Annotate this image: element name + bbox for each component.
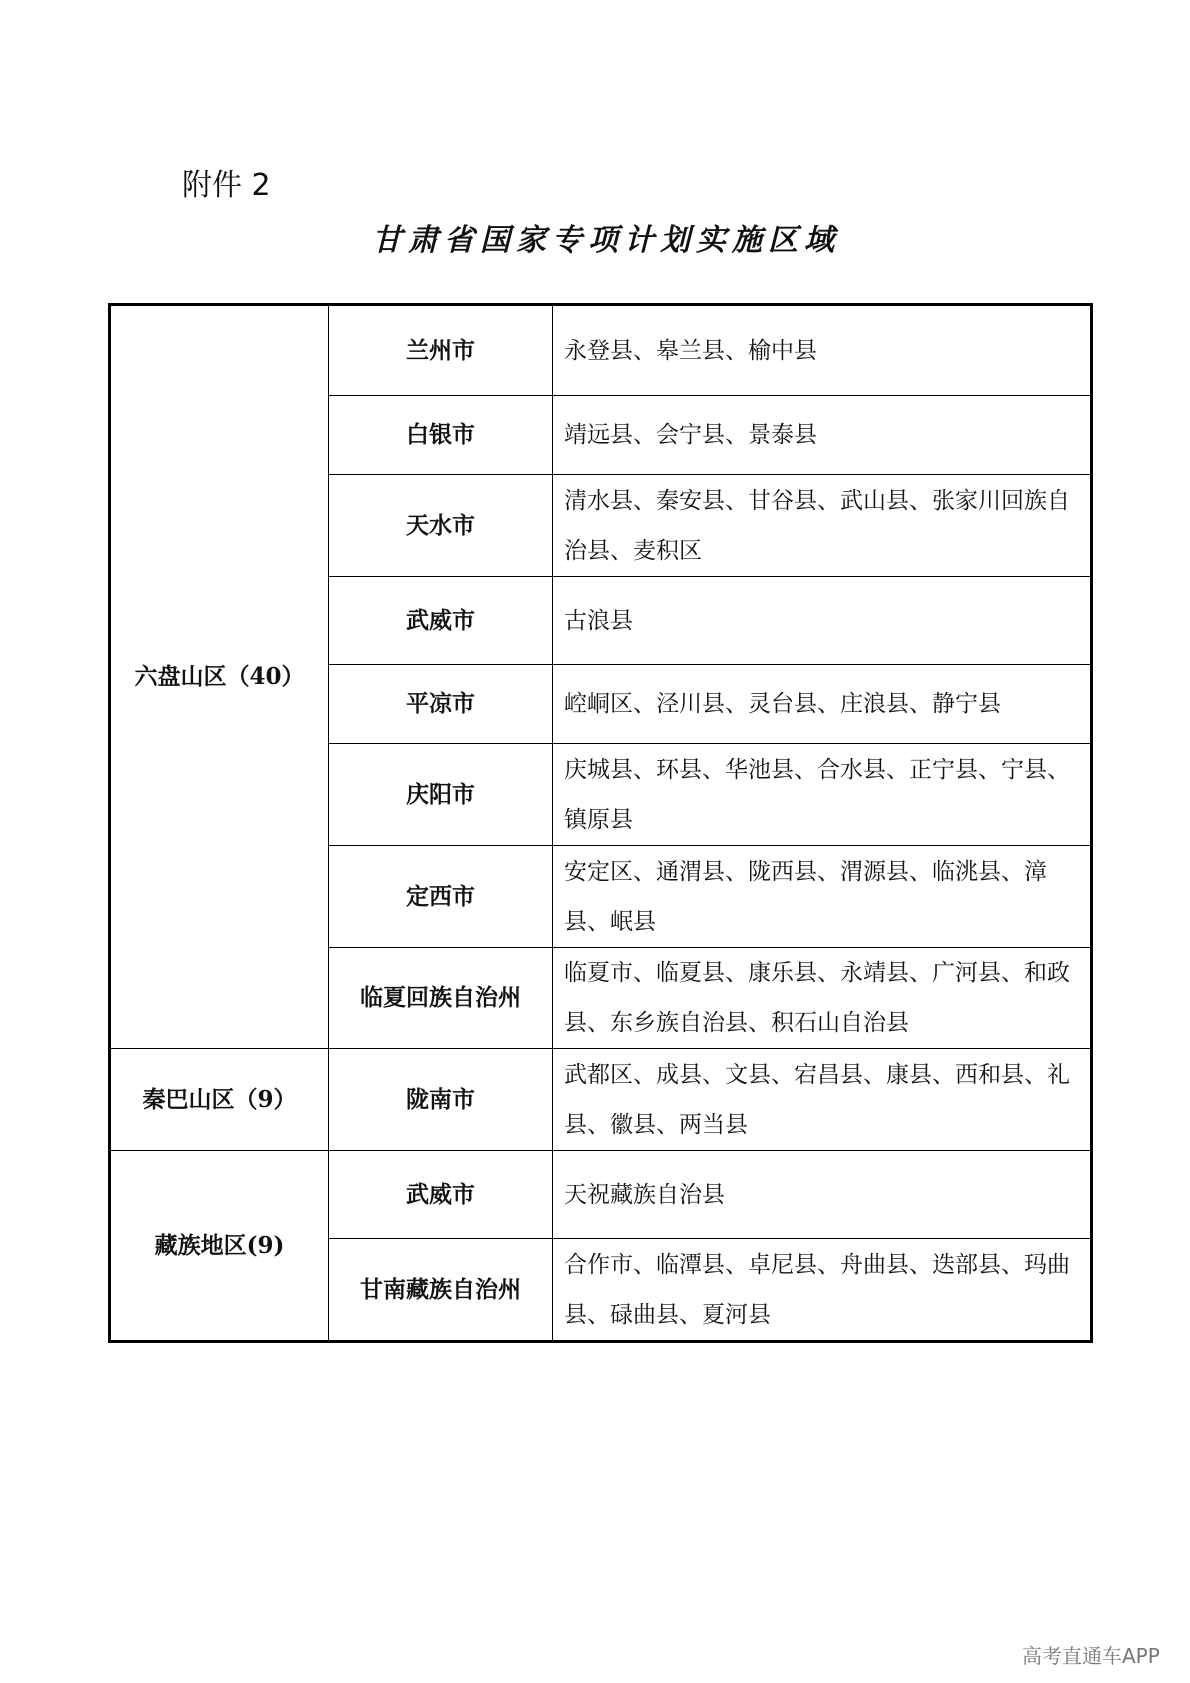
county-list: 临夏市、临夏县、康乐县、永靖县、广河县、和政县、东乡族自治县、积石山自治县 bbox=[553, 948, 1092, 1049]
attachment-label: 附件 2 bbox=[182, 168, 271, 203]
table-row bbox=[110, 1151, 1092, 1239]
city-name: 甘南藏族自治州 bbox=[329, 1239, 553, 1342]
region-table bbox=[108, 303, 1093, 1343]
city-name: 定西市 bbox=[329, 846, 553, 948]
city-name: 平凉市 bbox=[329, 665, 553, 744]
city-name: 兰州市 bbox=[329, 305, 553, 396]
region-name: 秦巴山区（9） bbox=[110, 1049, 329, 1151]
region-name: 六盘山区（40） bbox=[110, 305, 329, 1049]
city-name: 陇南市 bbox=[329, 1049, 553, 1151]
county-list: 合作市、临潭县、卓尼县、舟曲县、迭部县、玛曲县、碌曲县、夏河县 bbox=[553, 1239, 1092, 1342]
county-list: 安定区、通渭县、陇西县、渭源县、临洮县、漳县、岷县 bbox=[553, 846, 1092, 948]
county-list: 靖远县、会宁县、景泰县 bbox=[553, 396, 1092, 475]
city-name: 庆阳市 bbox=[329, 744, 553, 846]
county-list: 古浪县 bbox=[553, 577, 1092, 665]
city-name: 武威市 bbox=[329, 577, 553, 665]
county-list: 天祝藏族自治县 bbox=[553, 1151, 1092, 1239]
city-name: 白银市 bbox=[329, 396, 553, 475]
city-name: 临夏回族自治州 bbox=[329, 948, 553, 1049]
document-title: 甘肃省国家专项计划实施区域 bbox=[372, 223, 840, 258]
county-list: 永登县、皋兰县、榆中县 bbox=[553, 305, 1092, 396]
county-list: 清水县、秦安县、甘谷县、武山县、张家川回族自治县、麦积区 bbox=[553, 475, 1092, 577]
table-row bbox=[110, 1049, 1092, 1151]
county-list: 崆峒区、泾川县、灵台县、庄浪县、静宁县 bbox=[553, 665, 1092, 744]
region-name: 藏族地区(9) bbox=[110, 1151, 329, 1342]
city-name: 天水市 bbox=[329, 475, 553, 577]
county-list: 庆城县、环县、华池县、合水县、正宁县、宁县、镇原县 bbox=[553, 744, 1092, 846]
watermark: 高考直通车APP bbox=[1022, 1644, 1160, 1668]
county-list: 武都区、成县、文县、宕昌县、康县、西和县、礼县、徽县、两当县 bbox=[553, 1049, 1092, 1151]
table-row bbox=[110, 305, 1092, 396]
city-name: 武威市 bbox=[329, 1151, 553, 1239]
